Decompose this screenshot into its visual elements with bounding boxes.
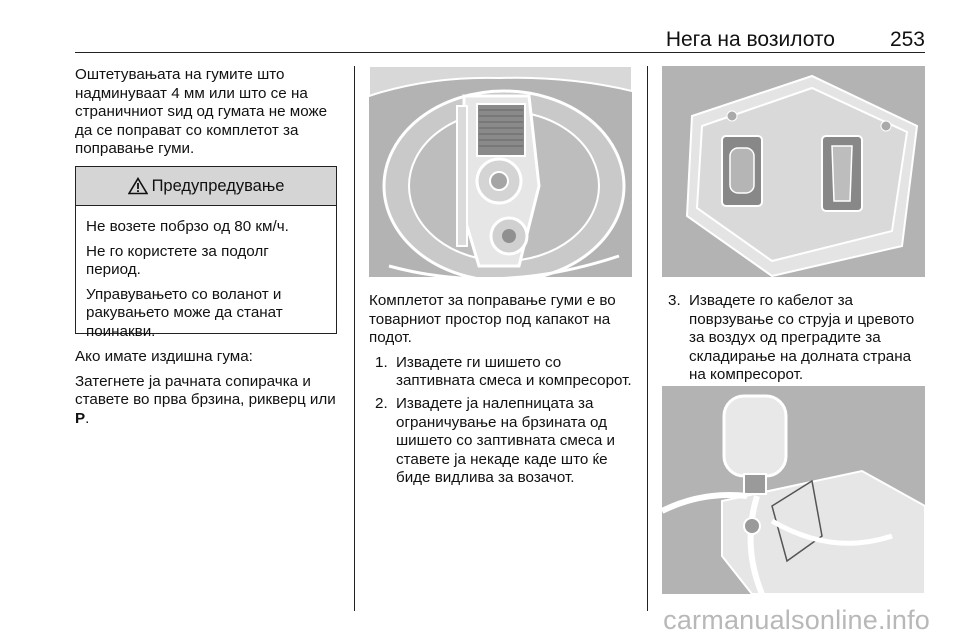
warning-line-handling: Управувањето со воланот и ракувањето може да станат поинакви. xyxy=(86,285,283,340)
trunk-kit-illustration xyxy=(369,66,632,277)
kit-location-caption: Комплетот за поправање гуми е во товарниот простор под капакот на подот. xyxy=(369,292,616,347)
compressor-underside-drawing xyxy=(662,66,925,277)
warning-line-speed: Не возете побрзо од 80 км/ч. xyxy=(86,218,289,235)
warning-body xyxy=(76,206,336,342)
intro-paragraph xyxy=(75,66,343,165)
intro-text: Оштетувањата на гумите што надминуваат 4 мм или што се на страничниот sид од гумата не може да се поправат со комплетот за поправање гуми. xyxy=(75,66,328,158)
step-item: 1. Извадете ги шишето со заптивната смеса и компресорот. xyxy=(375,353,632,390)
warning-title: Предупредување xyxy=(151,176,285,195)
compressor-underside-illustration xyxy=(662,66,925,277)
steps-list-2 xyxy=(668,292,930,385)
section-title: Нега на возилото xyxy=(665,28,835,51)
warning-triangle-icon xyxy=(128,177,148,195)
flat-tire-lead: Ако имате издишна гума: xyxy=(75,348,253,365)
parking-brake-instruction: Затегнете ја рачната сопирачка и ставете во прва брзина, рикверц или P. xyxy=(75,372,336,427)
page-number: 253 xyxy=(889,28,925,51)
park-gear-letter: P xyxy=(75,409,86,427)
step-item: 2. Извадете ја налепницата за ограничувањe на брзината од шишето со заптивната смеса и ставете ја некаде каде што ќе биде видлива за возачот. xyxy=(375,394,615,487)
warning-box xyxy=(75,166,337,340)
column-divider-1 xyxy=(354,66,355,611)
warning-header xyxy=(76,167,336,206)
header-rule xyxy=(75,52,925,53)
compressor-bottle-illustration xyxy=(662,386,925,594)
flat-tire-instructions xyxy=(75,348,343,434)
kit-location-text xyxy=(369,292,639,492)
compressor-bottle-drawing xyxy=(662,386,925,594)
warning-line-duration: Не го користете за подолг период. xyxy=(86,242,269,279)
column-divider-2 xyxy=(647,66,648,611)
watermark: carmanualsonline.info xyxy=(663,605,930,635)
steps-list-1 xyxy=(375,354,639,488)
cable-hose-text xyxy=(668,292,930,389)
trunk-spare-well-drawing xyxy=(369,66,632,277)
step-item: 3. Извадете го кабелот за поврзување со струја и цревото за воздух од преградите за складирање на долната страна на компресорот. xyxy=(668,292,915,384)
page-header xyxy=(75,28,925,52)
